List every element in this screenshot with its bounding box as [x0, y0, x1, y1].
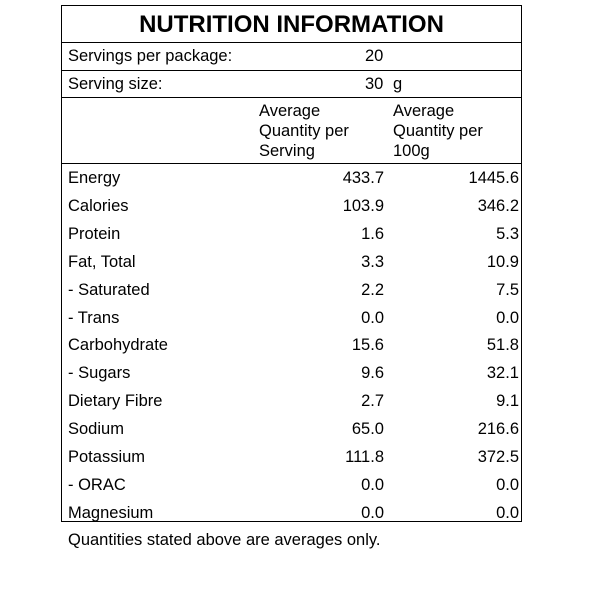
divider [62, 163, 521, 164]
per-100g-value: 7.5 [496, 280, 519, 299]
serving-size-unit: g [393, 75, 403, 93]
footer-note: Quantities stated above are averages only. [68, 531, 381, 549]
per-100g-value: 0.0 [496, 503, 519, 522]
per-serving-value: 103.9 [342, 196, 384, 215]
nutrient-label: - Sugars [68, 364, 131, 383]
nutrient-label: Fat, Total [68, 252, 136, 271]
per-serving-value: 433.7 [342, 169, 384, 187]
column-header-per-100g [393, 101, 483, 161]
column-header-line: Average [259, 102, 321, 120]
nutrient-label: Energy [68, 169, 121, 187]
per-serving-value: 1.6 [361, 224, 384, 243]
per-100g-value: 1445.6 [468, 169, 519, 187]
column-header-line: Average [393, 102, 455, 120]
nutrient-label: Potassium [68, 448, 146, 466]
nutrient-label: - ORAC [68, 475, 126, 494]
per-100g-value: 346.2 [477, 196, 519, 215]
per-100g-value: 32.1 [486, 364, 519, 383]
per-serving-value: 2.7 [361, 392, 384, 411]
nutrition-panel [61, 5, 522, 522]
column-header-line: Quantity per [393, 122, 483, 140]
per-100g-value: 10.9 [486, 252, 519, 271]
per-100g-value: 216.6 [477, 420, 519, 439]
divider [62, 97, 521, 98]
per-serving-value: 2.2 [361, 280, 384, 299]
divider [62, 70, 521, 71]
per-serving-value: 0.0 [361, 475, 384, 494]
per-100g-value: 51.8 [486, 336, 519, 355]
per-100g-value: 372.5 [477, 448, 519, 466]
column-header-line: 100g [393, 142, 430, 160]
serving-size-label: Serving size: [68, 75, 163, 93]
servings-per-package-value: 20 [365, 47, 384, 65]
per-serving-value: 9.6 [361, 364, 384, 383]
per-100g-value: 5.3 [496, 224, 519, 243]
nutrient-label: - Trans [68, 308, 120, 327]
servings-per-package-label: Servings per package: [68, 47, 233, 65]
per-serving-value: 0.0 [361, 503, 384, 522]
per-100g-value: 9.1 [496, 392, 519, 411]
column-header-per-serving [259, 101, 349, 161]
nutrient-label: Protein [68, 224, 121, 243]
per-serving-value: 65.0 [351, 420, 384, 439]
nutrient-label: Magnesium [68, 503, 154, 522]
nutrient-label: Sodium [68, 420, 124, 439]
column-header-line: Quantity per [259, 122, 349, 140]
per-serving-value: 15.6 [351, 336, 384, 355]
nutrient-label: Dietary Fibre [68, 392, 163, 411]
nutrient-label: - Saturated [68, 280, 150, 299]
per-100g-value: 0.0 [496, 475, 519, 494]
per-100g-value: 0.0 [496, 308, 519, 327]
per-serving-value: 0.0 [361, 308, 384, 327]
column-header-line: Serving [259, 142, 315, 160]
per-serving-value: 3.3 [361, 252, 384, 271]
panel-title: NUTRITION INFORMATION [62, 6, 521, 43]
serving-size-value: 30 [365, 75, 384, 93]
nutrient-label: Carbohydrate [68, 336, 168, 355]
per-serving-value: 111.8 [345, 448, 384, 466]
nutrient-label: Calories [68, 196, 129, 215]
